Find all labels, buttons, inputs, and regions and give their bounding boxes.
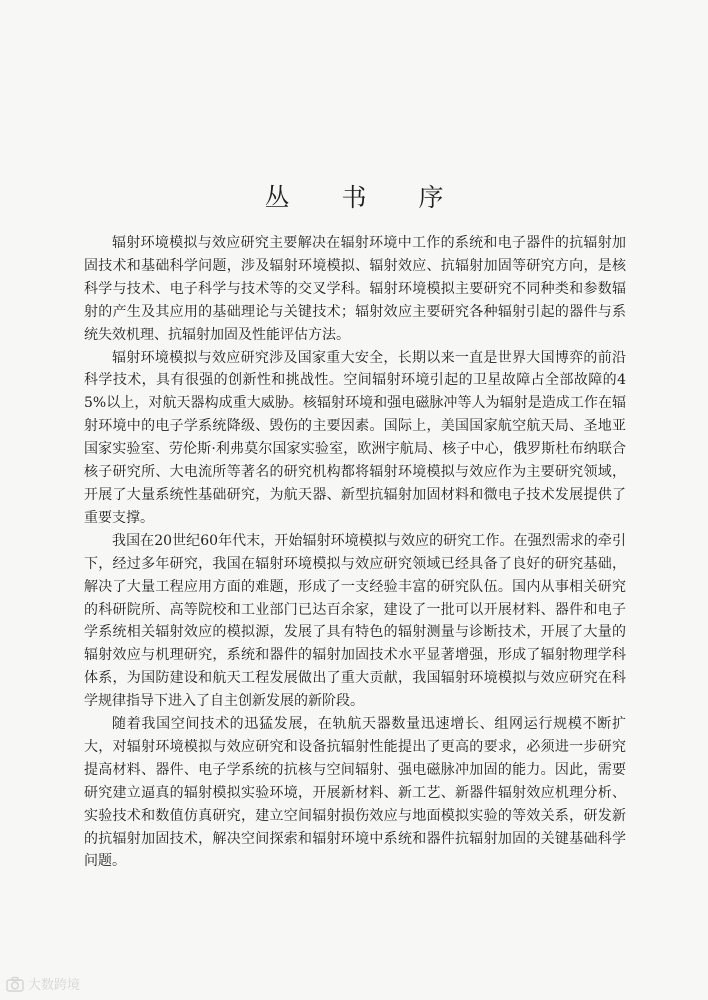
preface-body bbox=[84, 232, 626, 873]
paragraph-3: 我国在20世纪60年代末，开始辐射环境模拟与效应的研究工作。在强烈需求的牵引下，经过多年研究，我国在辐射环境模拟与效应研究领域已经具备了良好的研究基础，解决了大量工程应用方面的难题，形成了一支经验丰富的研究队伍。国内从事相关研究的科研院所、高等院校和工业部门已达百余家，建设了一批可以开展材料、器件和电子学系统相关辐射效应的模拟源，发展了具有特色的辐射测量与诊断技术，开展了大量的辐射效应与机理研究，系统和器件的辐射加固技术水平显著增强，形成了辐射物理学科体系，为国防建设和航天工程发展做出了重大贡献，我国辐射环境模拟与效应研究在科学规律指导下进入了自主创新发展的新阶段。 bbox=[84, 532, 626, 710]
paragraph-4: 随着我国空间技术的迅猛发展，在轨航天器数量迅速增长、组网运行规模不断扩大，对辐射环境模拟与效应研究和设备抗辐射性能提出了更高的要求，必须进一步研究提高材料、器件、电子学系统的抗核与空间辐射、强电磁脉冲加固的能力。因此，需要研究建立逼真的辐射模拟实验环境，开展新材料、新工艺、新器件辐射效应机理分析、实验技术和数值仿真研究，建立空间辐射损伤效应与地面模拟实验的等效关系，研发新的抗辐射加固技术，解决空间探索和辐射环境中系统和器件抗辐射加固的关键基础科学问题。 bbox=[84, 716, 626, 870]
watermark bbox=[6, 974, 80, 993]
camera-logo-icon bbox=[6, 976, 24, 992]
paragraph-2: 辐射环境模拟与效应研究涉及国家重大安全，长期以来一直是世界大国博弈的前沿科学技术，具有很强的创新性和挑战性。空间辐射环境引起的卫星故障占全部故障的45%以上，对航天器构成重大威胁。核辐射环境和强电磁脉冲等人为辐射是造成工作在辐射环境中的电子学系统降级、毁伤的主要因素。国际上，美国国家航空航天局、圣地亚国家实验室、劳伦斯·利弗莫尔国家实验室，欧洲宇航局、核子中心，俄罗斯杜布纳联合核子研究所、大电流所等著名的研究机构都将辐射环境模拟与效应作为主要研究领域，开展了大量系统性基础研究，为航天器、新型抗辐射加固材料和微电子技术发展提供了重要支撑。 bbox=[84, 349, 626, 526]
page-title: 丛 书 序 bbox=[264, 183, 466, 212]
paragraph-1: 辐射环境模拟与效应研究主要解决在辐射环境中工作的系统和电子器件的抗辐射加固技术和基础科学问题，涉及辐射环境模拟、辐射效应、抗辐射加固等研究方向，是核科学与技术、电子科学与技术等的交叉学科。辐射环境模拟主要研究不同种类和参数辐射的产生及其应用的基础理论与关键技术；辐射效应主要研究各种辐射引起的器件与系统失效机理、抗辐射加固及性能评估方法。 bbox=[84, 235, 626, 343]
watermark-text: 大数跨境 bbox=[28, 978, 81, 993]
